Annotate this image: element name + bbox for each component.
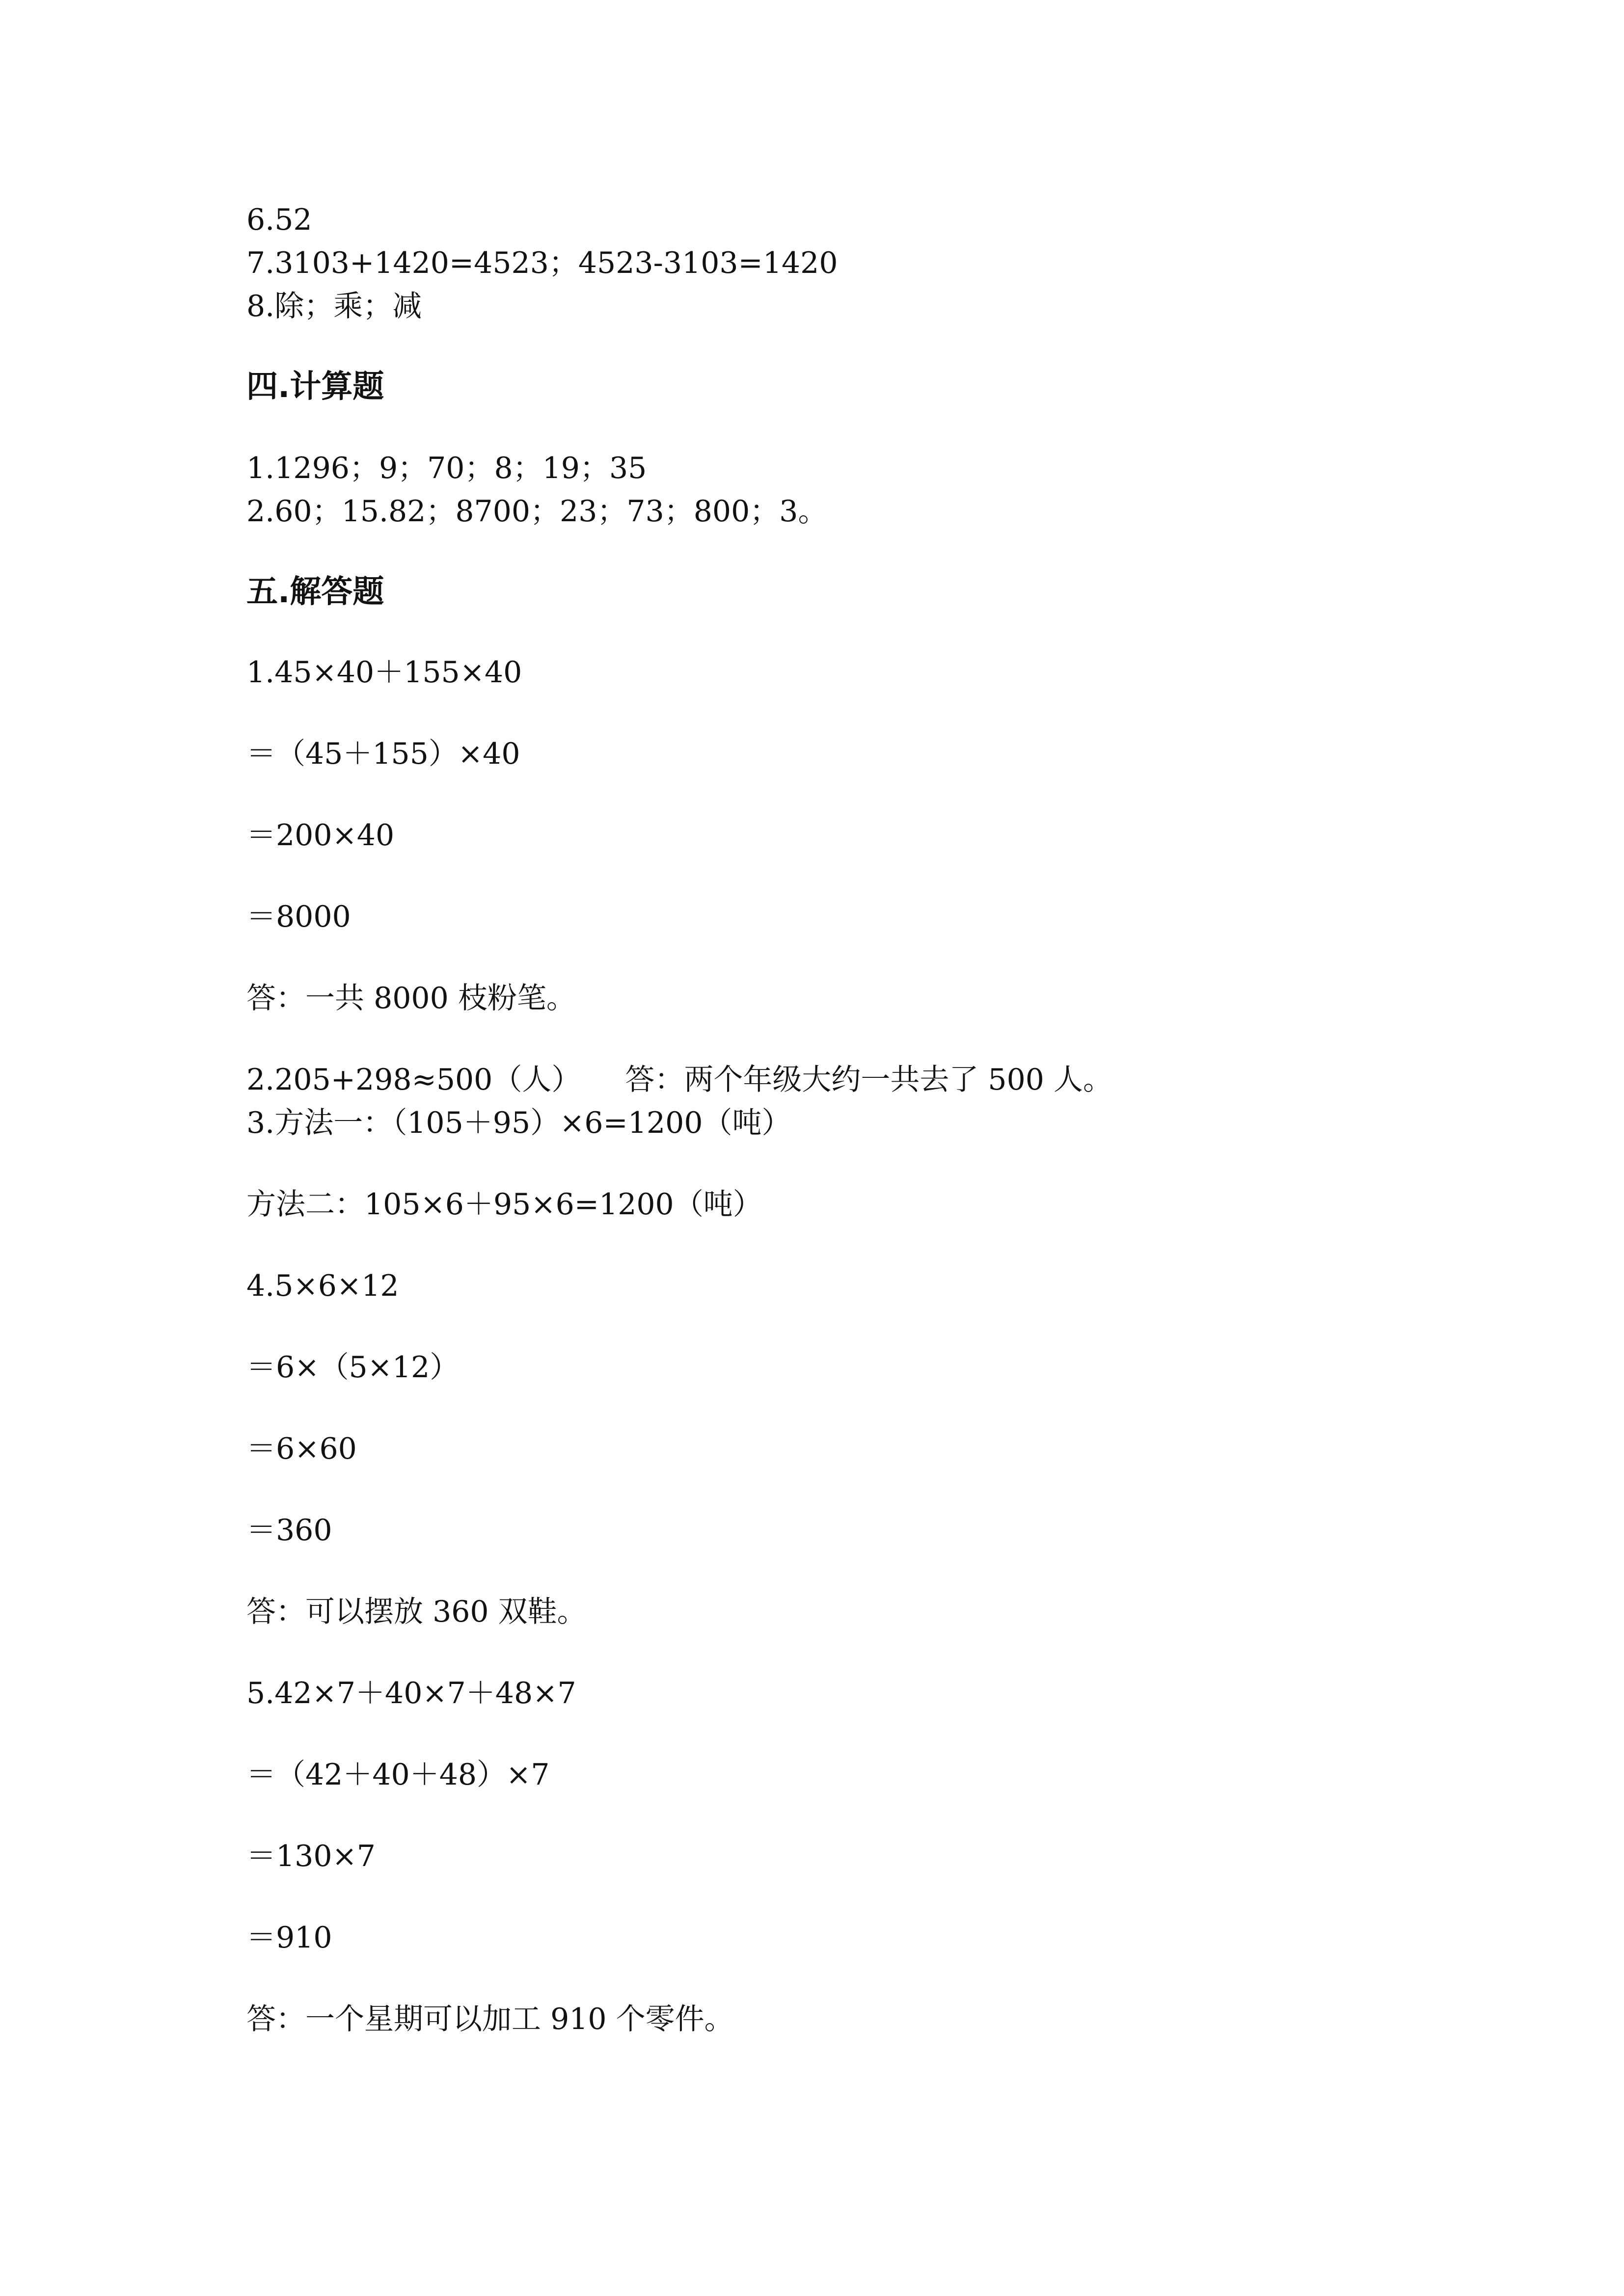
solution-line: ＝130×7 <box>246 1839 376 1873</box>
solution-line: ＝6×（5×12） <box>246 1350 460 1385</box>
solution-line: 3.方法一：（105＋95）×6=1200（吨） <box>246 1106 791 1140</box>
solution-line: ＝360 <box>246 1513 332 1548</box>
calc-answer-2: 2.60；15.82；8700；23；73；800；3。 <box>246 494 828 529</box>
answer-sentence: 答：一个星期可以加工 910 个零件。 <box>246 2002 734 2036</box>
solution-line: ＝6×60 <box>246 1432 357 1466</box>
solution-line: 4.5×6×12 <box>246 1269 399 1303</box>
answer-sentence: 答：一共 8000 枝粉笔。 <box>246 981 576 1015</box>
calc-answer-1: 1.1296；9；70；8；19；35 <box>246 451 647 485</box>
section-heading-word-problems: 五.解答题 <box>246 574 384 610</box>
answer-line-8: 8.除；乘；减 <box>246 289 422 323</box>
solution-line: ＝（42＋40＋48）×7 <box>246 1758 550 1792</box>
solution-line: ＝200×40 <box>246 818 395 853</box>
solution-line: ＝（45＋155）×40 <box>246 737 520 771</box>
solution-line: ＝8000 <box>246 900 351 934</box>
solution-line: 1.45×40＋155×40 <box>246 655 522 690</box>
section-heading-calculation: 四.计算题 <box>246 369 384 405</box>
solution-line: 5.42×7＋40×7＋48×7 <box>246 1676 576 1710</box>
answer-line-7: 7.3103+1420=4523；4523-3103=1420 <box>246 246 838 280</box>
answer-line-6: 6.52 <box>246 203 312 237</box>
answer-sentence: 答：可以摆放 360 双鞋。 <box>246 1595 587 1629</box>
solution-line: 2.205+298≈500（人） 答：两个年级大约一共去了 500 人。 <box>246 1063 1113 1097</box>
solution-line: 方法二：105×6＋95×6=1200（吨） <box>246 1187 762 1222</box>
solution-line: ＝910 <box>246 1921 332 1955</box>
